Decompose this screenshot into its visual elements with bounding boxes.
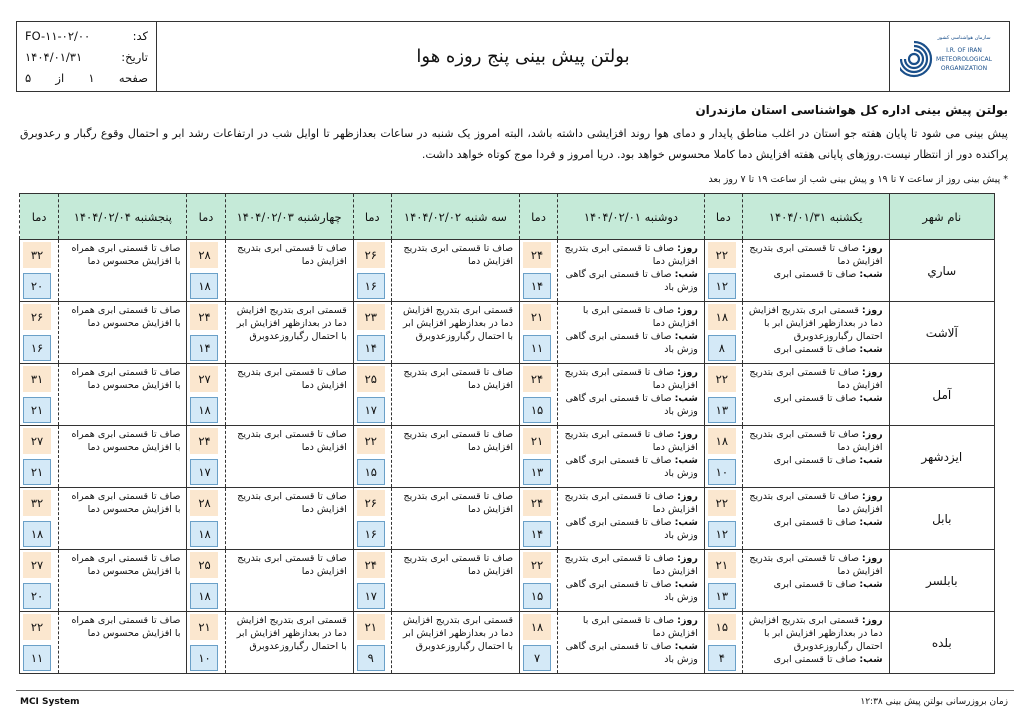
temperature-cell	[520, 426, 558, 488]
date-label: تاریخ:	[121, 50, 148, 64]
max-temp: ۲۴	[523, 490, 551, 516]
temp-column-header: دما	[704, 194, 742, 240]
day-forecast: قسمتی ابری بتدریج افزایش دما در بعدازظهر افزایش ابر با احتمال رگباروزعدوبرق	[748, 615, 883, 652]
night-label: شب:	[859, 269, 883, 280]
max-temp: ۲۱	[523, 428, 551, 454]
max-temp: ۱۸	[523, 614, 551, 640]
date-value: ۱۴۰۴/۰۱/۳۱	[25, 50, 83, 64]
temperature-cell	[704, 364, 742, 426]
day-forecast: صاف تا قسمتی ابری بتدریج افزایش دما	[403, 429, 514, 453]
day-forecast: قسمتی ابری بتدریج افزایش دما در بعدازظهر افزایش ابر با احتمال رگباروزعدوبرق	[236, 305, 347, 342]
min-temp: ۲۱	[23, 459, 51, 485]
update-label: زمان بروزرسانی بولتن پیش بینی	[885, 697, 1008, 707]
temperature-cell	[353, 488, 391, 550]
forecast-description	[59, 364, 187, 426]
max-temp: ۲۶	[23, 304, 51, 330]
min-temp: ۱۶	[23, 335, 51, 361]
night-label: شب:	[859, 517, 883, 528]
max-temp: ۲۸	[190, 490, 218, 516]
max-temp: ۲۴	[523, 242, 551, 268]
max-temp: ۲۴	[523, 366, 551, 392]
night-forecast: صاف تا قسمتی ابری گاهی وزش باد	[565, 455, 698, 479]
temperature-cell	[520, 302, 558, 364]
city-name: آمل	[889, 364, 994, 426]
min-temp: ۱۲	[708, 521, 736, 547]
day-label: روز:	[677, 553, 698, 564]
forecast-description	[225, 612, 353, 674]
forecast-description	[225, 550, 353, 612]
max-temp: ۲۵	[190, 552, 218, 578]
city-name: بلده	[889, 612, 994, 674]
min-temp: ۱۰	[190, 645, 218, 671]
min-temp: ۱۴	[523, 521, 551, 547]
max-temp: ۲۴	[190, 428, 218, 454]
day-forecast: صاف تا قسمتی ابری همراه با افزایش محسوس دما	[71, 553, 181, 577]
night-forecast: صاف تا قسمتی ابری گاهی وزش باد	[565, 579, 698, 603]
temperature-cell	[187, 612, 225, 674]
day-forecast: قسمتی ابری بتدریج افزایش دما در بعدازظهر افزایش ابر با احتمال رگباروزعدوبرق	[236, 615, 347, 652]
svg-text:سازمان هواشناسی کشور: سازمان هواشناسی کشور	[936, 34, 991, 41]
section-title: بولتن پیش بینی اداره کل هواشناسی استان مازندران	[695, 103, 1008, 117]
temperature-cell	[704, 240, 742, 302]
day-label: روز:	[677, 429, 698, 440]
forecast-description	[225, 364, 353, 426]
day-label: روز:	[861, 553, 883, 564]
forecast-description	[391, 364, 519, 426]
day-label: روز:	[861, 305, 883, 316]
forecast-description	[225, 488, 353, 550]
night-label: شب:	[859, 579, 883, 590]
forecast-description	[391, 426, 519, 488]
day-forecast: صاف تا قسمتی ابری بتدریج افزایش دما	[403, 553, 514, 577]
day-label: روز:	[861, 491, 883, 502]
day-forecast: صاف تا قسمتی ابری همراه با افزایش محسوس دما	[71, 367, 181, 391]
day-forecast: قسمتی ابری بتدریج افزایش دما در بعدازظهر افزایش ابر با احتمال رگباروزعدوبرق	[402, 305, 514, 342]
day-label: روز:	[677, 367, 698, 378]
max-temp: ۲۲	[357, 428, 385, 454]
day-forecast: صاف تا قسمتی ابری بتدریج افزایش دما	[403, 491, 514, 515]
min-temp: ۱۵	[523, 583, 551, 609]
code-label: کد:	[132, 29, 148, 43]
forecast-description	[391, 302, 519, 364]
night-label: شب:	[859, 344, 883, 355]
day-column-header: پنجشنبه ۱۴۰۴/۰۲/۰۴	[59, 194, 187, 240]
page-total: ۵	[25, 71, 32, 85]
svg-text:ORGANIZATION: ORGANIZATION	[940, 64, 987, 72]
temperature-cell	[353, 550, 391, 612]
day-forecast: صاف تا قسمتی ابری همراه با افزایش محسوس دما	[71, 243, 181, 267]
table-row	[20, 302, 995, 364]
max-temp: ۲۴	[190, 304, 218, 330]
svg-text:METEOROLOGICAL: METEOROLOGICAL	[935, 55, 992, 63]
temperature-cell	[20, 488, 59, 550]
max-temp: ۲۲	[708, 242, 736, 268]
forecast-description	[742, 364, 889, 426]
night-label: شب:	[674, 455, 698, 466]
night-label: شب:	[674, 269, 698, 280]
forecast-table	[19, 193, 995, 674]
forecast-description	[558, 550, 705, 612]
night-forecast: صاف تا قسمتی ابری	[773, 344, 857, 355]
forecast-description	[225, 240, 353, 302]
forecast-description	[391, 612, 519, 674]
max-temp: ۱۸	[708, 428, 736, 454]
day-forecast: صاف تا قسمتی ابری بتدریج افزایش دما	[237, 429, 347, 453]
day-forecast: صاف تا قسمتی ابری بتدریج افزایش دما	[564, 553, 698, 577]
temperature-cell	[520, 364, 558, 426]
night-forecast: صاف تا قسمتی ابری	[773, 269, 857, 280]
max-temp: ۲۱	[190, 614, 218, 640]
day-forecast: صاف تا قسمتی ابری بتدریج افزایش دما	[749, 553, 883, 577]
forecast-description	[742, 488, 889, 550]
document-meta	[17, 22, 157, 91]
forecast-summary: پیش بینی می شود تا پایان هفته جو استان در اغلب مناطق پایدار و دمای هوا روند افزایشی داشته باشد، البته امروز یک شنبه در ساعات بعدازظهر تا اوایل شب در ارتفاعات رشد ابر و احتمال وقوع رگبار و رعدوبرق پراکنده دور از انتظار نیست.روزهای پایانی هفته افزایش دما کاملا محسوس خواهد بود. دریا امروز و فردا موج کوتاه خواهد داشت.	[20, 127, 1008, 161]
max-temp: ۳۱	[23, 366, 51, 392]
max-temp: ۳۲	[23, 242, 51, 268]
temperature-cell	[520, 612, 558, 674]
update-time	[860, 697, 1008, 707]
day-forecast: صاف تا قسمتی ابری بتدریج افزایش دما	[564, 491, 698, 515]
system-name: MCI System	[20, 697, 80, 707]
min-temp: ۱۳	[708, 397, 736, 423]
city-name: بابل	[889, 488, 994, 550]
night-forecast: صاف تا قسمتی ابری	[773, 393, 857, 404]
forecast-description	[558, 364, 705, 426]
day-label: روز:	[861, 615, 883, 626]
min-temp: ۱۶	[357, 521, 385, 547]
day-forecast: صاف تا قسمتی ابری بتدریج افزایش دما	[403, 367, 514, 391]
min-temp: ۱۸	[190, 521, 218, 547]
day-forecast: صاف تا قسمتی ابری با افزایش دما	[582, 305, 698, 329]
max-temp: ۲۵	[357, 366, 385, 392]
night-forecast: صاف تا قسمتی ابری	[773, 579, 857, 590]
max-temp: ۱۵	[708, 614, 736, 640]
svg-text:I.R. OF IRAN: I.R. OF IRAN	[945, 46, 982, 54]
temperature-cell	[187, 488, 225, 550]
table-row	[20, 364, 995, 426]
temp-column-header: دما	[353, 194, 391, 240]
min-temp: ۱۵	[357, 459, 385, 485]
min-temp: ۱۱	[523, 335, 551, 361]
day-forecast: صاف تا قسمتی ابری بتدریج افزایش دما	[237, 491, 347, 515]
update-time-value: ۱۲:۳۸	[860, 697, 883, 707]
day-forecast: صاف تا قسمتی ابری بتدریج افزایش دما	[749, 367, 883, 391]
forecast-description	[391, 550, 519, 612]
day-label: روز:	[677, 243, 698, 254]
min-temp: ۲۰	[23, 273, 51, 299]
day-forecast: صاف تا قسمتی ابری همراه با افزایش محسوس دما	[71, 615, 181, 639]
day-forecast: صاف تا قسمتی ابری بتدریج افزایش دما	[564, 429, 698, 453]
temp-column-header: دما	[520, 194, 558, 240]
min-temp: ۴	[708, 645, 736, 671]
temperature-cell	[20, 240, 59, 302]
day-column-header: یکشنبه ۱۴۰۴/۰۱/۳۱	[742, 194, 889, 240]
day-forecast: صاف تا قسمتی ابری بتدریج افزایش دما	[237, 367, 347, 391]
forecast-description	[558, 488, 705, 550]
temperature-cell	[520, 550, 558, 612]
temperature-cell	[704, 302, 742, 364]
forecast-description	[558, 612, 705, 674]
max-temp: ۲۷	[23, 428, 51, 454]
temperature-cell	[187, 550, 225, 612]
min-temp: ۱۲	[708, 273, 736, 299]
city-name: بابلسر	[889, 550, 994, 612]
day-label: روز:	[677, 491, 698, 502]
forecast-description	[742, 240, 889, 302]
forecast-description	[742, 426, 889, 488]
forecast-description	[225, 302, 353, 364]
min-temp: ۱۵	[523, 397, 551, 423]
max-temp: ۲۷	[23, 552, 51, 578]
night-label: شب:	[859, 654, 883, 665]
forecast-description	[59, 488, 187, 550]
night-label: شب:	[674, 641, 698, 652]
temperature-cell	[20, 302, 59, 364]
page-label: صفحه	[118, 71, 148, 85]
night-forecast: صاف تا قسمتی ابری	[773, 517, 857, 528]
min-temp: ۱۳	[523, 459, 551, 485]
day-forecast: صاف تا قسمتی ابری همراه با افزایش محسوس دما	[71, 305, 181, 329]
min-temp: ۱۸	[23, 521, 51, 547]
city-name: ساري	[889, 240, 994, 302]
min-temp: ۸	[708, 335, 736, 361]
temperature-cell	[353, 302, 391, 364]
day-forecast: قسمتی ابری بتدریج افزایش دما در بعدازظهر افزایش ابر با احتمال رگباروزعدوبرق	[402, 615, 514, 652]
forecast-description	[391, 488, 519, 550]
forecast-description	[558, 426, 705, 488]
temperature-cell	[20, 550, 59, 612]
temperature-cell	[187, 240, 225, 302]
footer-divider	[16, 690, 1014, 691]
min-temp: ۱۸	[190, 397, 218, 423]
night-label: شب:	[674, 579, 698, 590]
night-forecast: صاف تا قسمتی ابری	[773, 455, 857, 466]
day-label: روز:	[677, 305, 698, 316]
temperature-cell	[20, 364, 59, 426]
max-temp: ۲۲	[23, 614, 51, 640]
night-forecast: صاف تا قسمتی ابری گاهی وزش باد	[565, 517, 698, 541]
temperature-cell	[187, 302, 225, 364]
forecast-description	[742, 550, 889, 612]
day-forecast: صاف تا قسمتی ابری بتدریج افزایش دما	[749, 243, 883, 267]
day-forecast: صاف تا قسمتی ابری بتدریج افزایش دما	[749, 491, 883, 515]
min-temp: ۱۴	[357, 335, 385, 361]
max-temp: ۲۶	[357, 490, 385, 516]
day-forecast: صاف تا قسمتی ابری با افزایش دما	[582, 615, 698, 639]
max-temp: ۲۴	[357, 552, 385, 578]
min-temp: ۲۱	[23, 397, 51, 423]
night-forecast: صاف تا قسمتی ابری گاهی وزش باد	[565, 331, 698, 355]
day-label: روز:	[861, 243, 883, 254]
night-label: شب:	[859, 393, 883, 404]
day-forecast: صاف تا قسمتی ابری بتدریج افزایش دما	[564, 367, 698, 391]
forecast-description	[59, 240, 187, 302]
temperature-cell	[520, 488, 558, 550]
night-forecast: صاف تا قسمتی ابری گاهی وزش باد	[565, 269, 698, 293]
temperature-cell	[704, 612, 742, 674]
forecast-description	[225, 426, 353, 488]
forecast-description	[59, 426, 187, 488]
day-forecast: صاف تا قسمتی ابری بتدریج افزایش دما	[403, 243, 514, 267]
min-temp: ۷	[523, 645, 551, 671]
night-forecast: صاف تا قسمتی ابری گاهی وزش باد	[565, 393, 698, 417]
table-header-row	[20, 194, 995, 240]
min-temp: ۱۶	[357, 273, 385, 299]
night-forecast: صاف تا قسمتی ابری گاهی وزش باد	[565, 641, 698, 665]
day-forecast: صاف تا قسمتی ابری بتدریج افزایش دما	[564, 243, 698, 267]
temperature-cell	[353, 240, 391, 302]
table-row	[20, 550, 995, 612]
forecast-description	[742, 612, 889, 674]
temperature-cell	[187, 426, 225, 488]
forecast-description	[742, 302, 889, 364]
min-temp: ۱۸	[190, 583, 218, 609]
max-temp: ۲۱	[357, 614, 385, 640]
temperature-cell	[353, 364, 391, 426]
forecast-description	[558, 302, 705, 364]
max-temp: ۲۷	[190, 366, 218, 392]
city-name: ایزدشهر	[889, 426, 994, 488]
temperature-cell	[353, 612, 391, 674]
forecast-description	[558, 240, 705, 302]
max-temp: ۲۱	[708, 552, 736, 578]
max-temp: ۳۲	[23, 490, 51, 516]
temperature-cell	[353, 426, 391, 488]
page-of: از	[55, 71, 65, 85]
max-temp: ۲۱	[523, 304, 551, 330]
max-temp: ۲۳	[357, 304, 385, 330]
table-row	[20, 240, 995, 302]
max-temp: ۲۶	[357, 242, 385, 268]
day-forecast: صاف تا قسمتی ابری بتدریج افزایش دما	[749, 429, 883, 453]
forecast-note: * پیش بینی روز از ساعت ۷ تا ۱۹ و پیش بینی شب از ساعت ۱۹ تا ۷ روز بعد	[708, 174, 1008, 185]
day-column-header: چهارشنبه ۱۴۰۴/۰۲/۰۳	[225, 194, 353, 240]
day-label: روز:	[677, 615, 698, 626]
table-row	[20, 488, 995, 550]
max-temp: ۲۲	[708, 490, 736, 516]
min-temp: ۱۰	[708, 459, 736, 485]
min-temp: ۱۸	[190, 273, 218, 299]
night-label: شب:	[859, 455, 883, 466]
temperature-cell	[704, 550, 742, 612]
max-temp: ۲۸	[190, 242, 218, 268]
temp-column-header: دما	[20, 194, 59, 240]
min-temp: ۱۴	[190, 335, 218, 361]
forecast-description	[391, 240, 519, 302]
day-column-header: سه شنبه ۱۴۰۴/۰۲/۰۲	[391, 194, 519, 240]
city-column-header: نام شهر	[889, 194, 994, 240]
min-temp: ۱۴	[523, 273, 551, 299]
min-temp: ۱۷	[357, 583, 385, 609]
min-temp: ۹	[357, 645, 385, 671]
day-forecast: صاف تا قسمتی ابری بتدریج افزایش دما	[237, 553, 347, 577]
night-label: شب:	[674, 517, 698, 528]
forecast-description	[59, 612, 187, 674]
night-label: شب:	[674, 331, 698, 342]
min-temp: ۱۷	[190, 459, 218, 485]
table-row	[20, 426, 995, 488]
day-label: روز:	[861, 367, 883, 378]
temp-column-header: دما	[187, 194, 225, 240]
forecast-description	[59, 550, 187, 612]
temperature-cell	[187, 364, 225, 426]
page-title: بولتن پیش بینی پنج روزه هوا	[416, 46, 630, 67]
day-forecast: صاف تا قسمتی ابری همراه با افزایش محسوس دما	[71, 429, 181, 453]
min-temp: ۱۷	[357, 397, 385, 423]
irimo-logo	[889, 22, 1009, 91]
max-temp: ۲۲	[708, 366, 736, 392]
day-forecast: صاف تا قسمتی ابری همراه با افزایش محسوس دما	[71, 491, 181, 515]
city-name: آلاشت	[889, 302, 994, 364]
min-temp: ۲۰	[23, 583, 51, 609]
day-label: روز:	[861, 429, 883, 440]
bulletin-header	[16, 21, 1010, 92]
page-number: ۱	[88, 71, 95, 85]
day-column-header: دوشنبه ۱۴۰۴/۰۲/۰۱	[558, 194, 705, 240]
temperature-cell	[20, 426, 59, 488]
night-forecast: صاف تا قسمتی ابری	[773, 654, 857, 665]
temperature-cell	[704, 426, 742, 488]
day-forecast: صاف تا قسمتی ابری بتدریج افزایش دما	[237, 243, 347, 267]
temperature-cell	[704, 488, 742, 550]
max-temp: ۲۲	[523, 552, 551, 578]
night-label: شب:	[674, 393, 698, 404]
min-temp: ۱۳	[708, 583, 736, 609]
temperature-cell	[20, 612, 59, 674]
day-forecast: قسمتی ابری بتدریج افزایش دما در بعدازظهر افزایش ابر با احتمال رگباروزعدوبرق	[748, 305, 883, 342]
table-row	[20, 612, 995, 674]
temperature-cell	[520, 240, 558, 302]
max-temp: ۱۸	[708, 304, 736, 330]
forecast-description	[59, 302, 187, 364]
min-temp: ۱۱	[23, 645, 51, 671]
code-value: FO-۱۱-۰۲/۰۰	[25, 29, 91, 43]
